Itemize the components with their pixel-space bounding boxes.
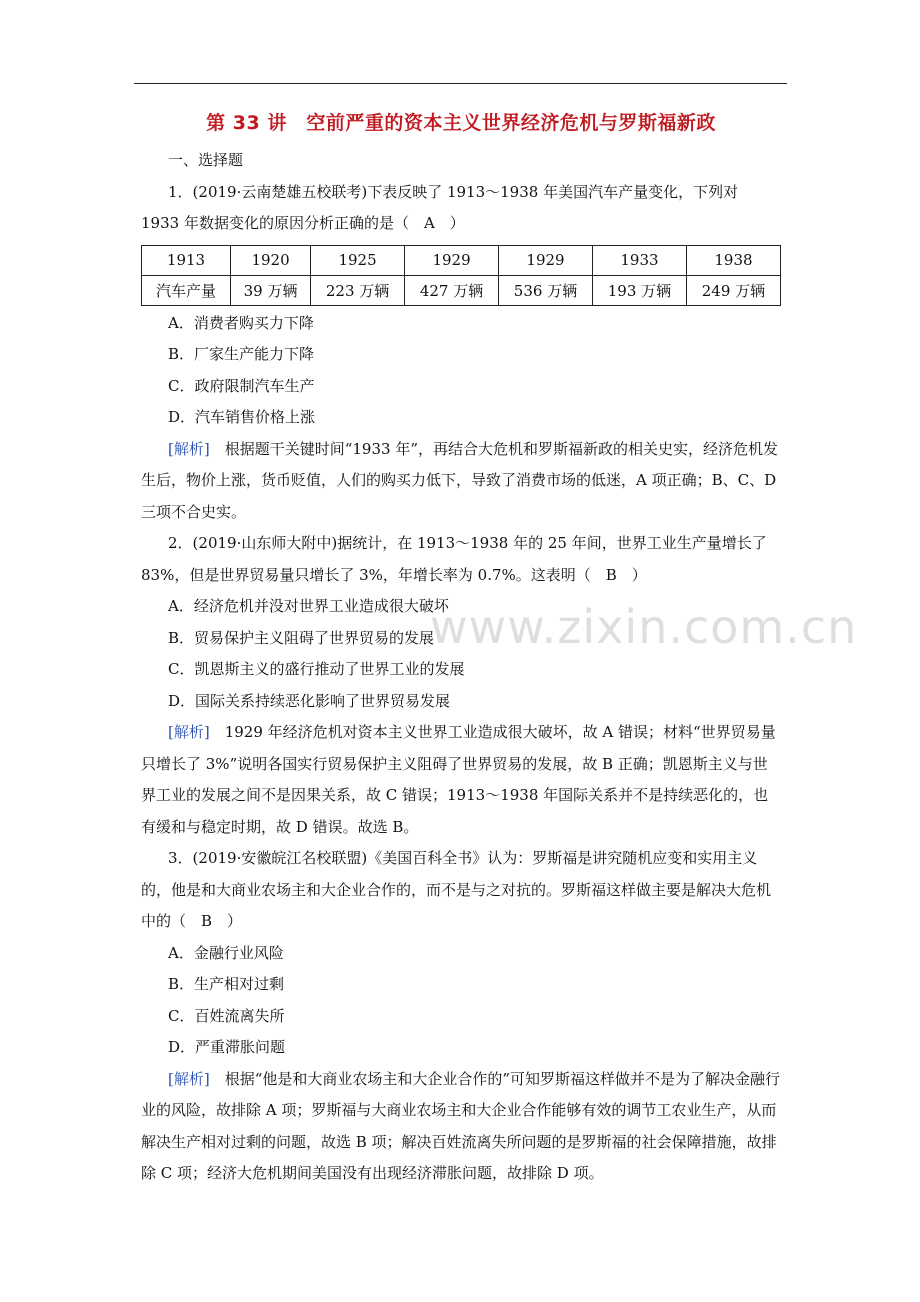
question-2-option-c: C．凯恩斯主义的盛行推动了世界工业的发展: [168, 660, 465, 678]
watermark: www.zixin.com.cn: [430, 600, 858, 654]
analysis-tag: [解析]: [168, 1069, 210, 1088]
table-cell: 1913: [142, 245, 231, 275]
table-cell: 1933: [592, 245, 686, 275]
table-cell: 427 万辆: [405, 275, 499, 305]
table-cell: 536 万辆: [499, 275, 593, 305]
question-1-option-d: D．汽车销售价格上涨: [168, 408, 316, 426]
question-2-option-d: D．国际关系持续恶化影响了世界贸易发展: [168, 691, 451, 710]
question-2-option-a: A．经济危机并没对世界工业造成很大破坏: [168, 597, 449, 615]
header-rule: [134, 83, 787, 84]
table-cell: 1938: [686, 245, 780, 275]
question-3-stem: 3．(2019·安徽皖江名校联盟)《美国百科全书》认为：罗斯福是讲究随机应变和实用主义的，他是和大商业农场主和大企业合作的，而不是与之对抗的。罗斯福这样做主要是解决大危机中的（ B ）: [141, 849, 772, 930]
table-row: [142, 245, 781, 275]
table-cell: 39 万辆: [231, 275, 311, 305]
document-body: [141, 108, 781, 1190]
table-cell: 249 万辆: [686, 275, 780, 305]
question-2-analysis: [141, 717, 781, 843]
question-1-analysis: [141, 434, 781, 529]
question-3-option-b: B．生产相对过剩: [168, 975, 285, 993]
question-3-option-c: C．百姓流离失所: [168, 1006, 285, 1025]
question-3-option-d: D．严重滞胀问题: [168, 1038, 286, 1056]
table-cell: 1920: [231, 245, 311, 275]
question-3-option-a: A．金融行业风险: [168, 943, 284, 962]
question-2-stem: 2．(2019·山东师大附中)据统计，在 1913～1938 年的 25 年间，世界工业生产量增长了 83%，但是世界贸易量只增长了 3%，年增长率为 0.7%。这表明（ B ）: [141, 534, 767, 584]
question-1-option-c: C．政府限制汽车生产: [168, 376, 315, 395]
table-cell: 1929: [499, 245, 593, 275]
analysis-tag: [解析]: [168, 723, 210, 741]
question-1-option-a: A．消费者购买力下降: [168, 313, 314, 332]
page-title: 第 33 讲 空前严重的资本主义世界经济危机与罗斯福新政: [206, 112, 716, 134]
analysis-text: 1929 年经济危机对资本主义世界工业造成很大破坏，故 A 错误；材料“世界贸易量只增长了 3%”说明各国实行贸易保护主义阻碍了世界贸易的发展，故 B 正确；凯恩斯主义与世界工业的发展之间不是因果关系，故 C 错误；1913～1938 年国际关系并不是持续恶化的，也有缓和与稳定时期，故 D 错误。故选 B。: [141, 723, 776, 836]
car-production-table: [141, 245, 781, 306]
question-3-analysis: [141, 1064, 781, 1190]
question-1-stem: 1．(2019·云南楚雄五校联考)下表反映了 1913～1938 年美国汽车产量变化，下列对 1933 年数据变化的原因分析正确的是（ A ）: [141, 182, 739, 232]
question-2-option-b: B．贸易保护主义阻碍了世界贸易的发展: [168, 628, 435, 647]
analysis-tag: [解析]: [168, 439, 210, 458]
table-cell: 汽车产量: [142, 275, 231, 305]
table-cell: 1925: [311, 245, 405, 275]
analysis-text: 根据“他是和大商业农场主和大企业合作的”可知罗斯福这样做并不是为了解决金融行业的风险，故排除 A 项；罗斯福与大商业农场主和大企业合作能够有效的调节工农业生产，从而解决生产相对过剩的问题，故选 B 项；解决百姓流离失所问题的是罗斯福的社会保障措施，故排除 C 项；经济大危机期间美国没有出现经济滞胀问题，故排除 D 项。: [141, 1069, 781, 1182]
section-heading: 一、选择题: [168, 151, 244, 169]
table-cell: 193 万辆: [592, 275, 686, 305]
analysis-text: 根据题干关键时间“1933 年”，再结合大危机和罗斯福新政的相关史实，经济危机发生后，物价上涨，货币贬值，人们的购买力低下，导致了消费市场的低迷，A 项正确；B、C、D 三项不合史实。: [141, 439, 779, 521]
table-row: [142, 275, 781, 305]
table-cell: 223 万辆: [311, 275, 405, 305]
table-cell: 1929: [405, 245, 499, 275]
question-1-option-b: B．厂家生产能力下降: [168, 345, 315, 363]
